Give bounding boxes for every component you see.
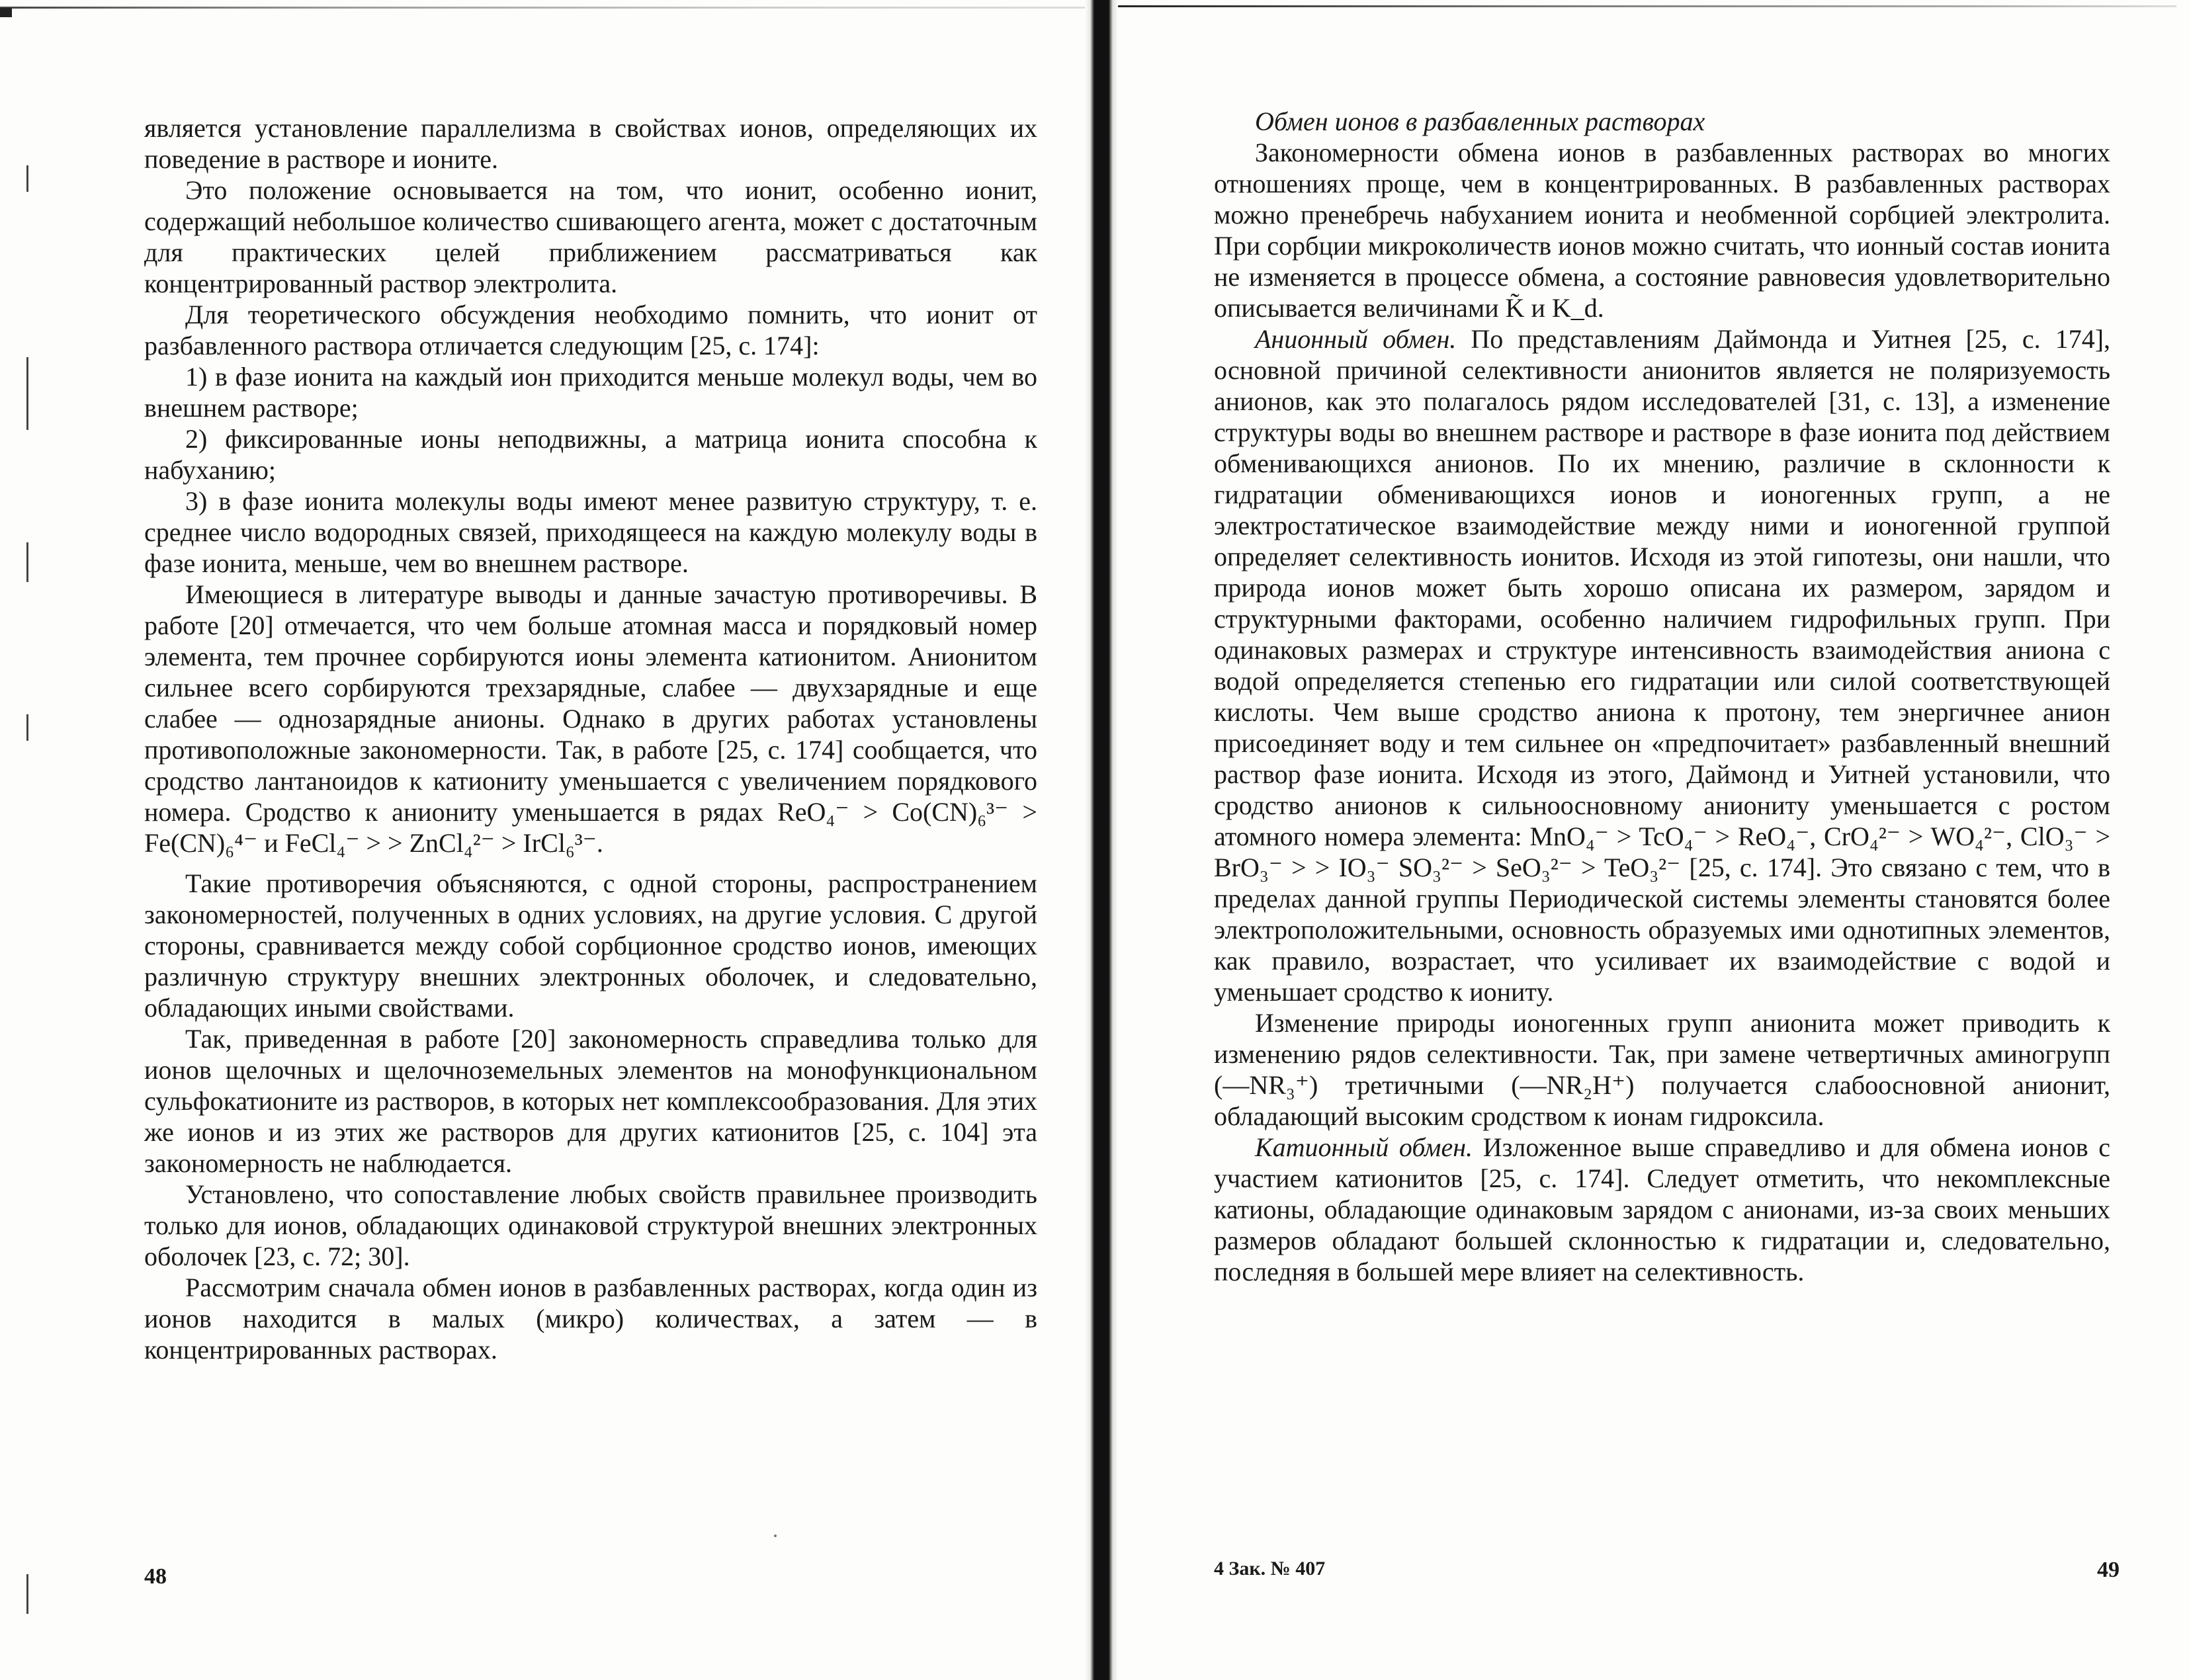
corner-mark — [0, 8, 12, 17]
paragraph: является установление параллелизма в свойствах ионов, определяющих их поведение в растворе и ионите. — [144, 113, 1037, 174]
paragraph-body: По представлениям Даймонда и Уитнея [25, с. 174], основной причиной селективности анионитов является не поляризуемость анионов, как это полагалось рядом исследователей [31, с. 13], а изменение структуры воды во внешнем растворе и растворе в фазе ионита под действием обменивающихся анионов. По их мнению, различие в склонности к гидратации обменивающихся ионов и ионогенных групп, а не электростатическое взаимодействие между ними и ионогенной группой определяет селективность ионитов. Исходя из этой гипотезы, они нашли, что природа ионов может быть хорошо описана их размером, зарядом и структурными факторами, особенно наличием гидрофильных групп. При одинаковых размерах и структуре интенсивность взаимодействия аниона с водой определяется степенью его гидратации или силой соответствующей кислоты. Чем выше сродство аниона к протону, тем энергичнее анион присоединяет воду и тем сильнее он «предпочитает» разбавленный внешний раствор фазе ионита. Исходя из этого, Даймонд и Уитней установили, что сродство анионов к сильноосновному аниониту уменьшается с ростом атомного номера элемента: MnO₄⁻ > TcO₄⁻ > ReO₄⁻, CrO₄²⁻ > WO₄²⁻, ClO₃⁻ > BrO₃⁻ > > IO₃⁻ SO₃²⁻ > SeO₃²⁻ > TeO₃²⁻ [25, с. 174]. Это связано с тем, что в пределах данной группы Периодической системы элементы становятся более электроположительными, основность образуемых ими однотипных элементов, как правило, возрастает, что усиливает их взаимодействие с водой и уменьшает сродство к иониту. — [1214, 324, 2111, 1007]
paragraph: Это положение основывается на том, что ионит, особенно ионит, содержащий небольшое количество сшивающего агента, может с достаточным для практических целей приближением рассматриваться как концентрированный раствор электролита. — [144, 175, 1037, 298]
paragraph: Изменение природы ионогенных групп анионита может приводить к изменению рядов селективности. Так, при замене четвертичных аминогрупп (—NR₃⁺) третичными (—NR₂H⁺) получается слабоосновной анионит, обладающий высоким сродством к ионам гидроксила. — [1214, 1008, 2110, 1131]
list-item: 1) в фазе ионита на каждый ион приходится меньше молекул воды, чем во внешнем растворе; — [144, 362, 1037, 423]
run-in-heading: Катионный обмен. — [1255, 1132, 1473, 1162]
top-edge-line — [0, 7, 1085, 9]
list-item: 2) фиксированные ионы неподвижны, а матрица ионита способна к набуханию; — [144, 424, 1037, 485]
paragraph: Закономерности обмена ионов в разбавленных растворах во многих отношениях проще, чем в концентрированных. В разбавленных растворах можно пренебречь набуханием ионита и необменной сорбцией электролита. При сорбции микроколичеств ионов можно считать, что ионный состав ионита не изменяется в процессе обмена, а состояние равновесия удовлетворительно описывается величинами K̃ и K_d. — [1214, 138, 2110, 323]
paragraph — [1214, 1132, 2110, 1287]
page-number: 49 — [2097, 1558, 2120, 1582]
book-gutter — [1085, 0, 1118, 1680]
right-text-column — [1214, 106, 2110, 1287]
paragraph: Такие противоречия объясняются, с одной стороны, распространением закономерностей, полученных в одних условиях, на другие условия. С другой стороны, сравнивается между собой сорбционное сродство ионов, имеющих различную структуру внешних электронных оболочек, и следовательно, обладающих иными свойствами. — [144, 868, 1037, 1023]
margin-tick — [26, 357, 28, 430]
paragraph: Для теоретического обсуждения необходимо помнить, что ионит от разбавленного раствора отличается следующим [25, с. 174]: — [144, 300, 1037, 360]
left-text-column — [144, 112, 1037, 1365]
paragraph: Рассмотрим сначала обмен ионов в разбавленных растворах, когда один из ионов находится в малых (микро) количествах, а затем — в концентрированных растворах. — [144, 1273, 1037, 1365]
margin-tick — [26, 165, 28, 192]
left-page — [0, 0, 1085, 1680]
paragraph: Имеющиеся в литературе выводы и данные зачастую противоречивы. В работе [20] отмечается, что чем больше атомная масса и порядковый номер элемента, тем прочнее сорбируются ионы элемента катионитом. Анионитом сильнее всего сорбируются трехзарядные, слабее — двухзарядные и еще слабее — однозарядные анионы. Однако в других работах установлены противоположные закономерности. Так, в работе [25, с. 174] сообщается, что сродство лантаноидов к катиониту уменьшается с увеличением порядкового номера. Сродство к аниониту уменьшается в рядах ReO₄⁻ > Co(CN)₆³⁻ > Fe(CN)₆⁴⁻ и FeCl₄⁻ > > ZnCl₄²⁻ > IrCl₆³⁻. — [144, 579, 1037, 858]
right-page — [1118, 0, 2189, 1680]
margin-tick — [26, 1574, 28, 1614]
run-in-heading: Анионный обмен. — [1255, 324, 1457, 354]
paragraph: Установлено, что сопоставление любых свойств правильнее производить только для ионов, обладающих одинаковой структурой внешних электронных оболочек [23, с. 72; 30]. — [144, 1179, 1037, 1271]
paragraph — [1214, 323, 2110, 1007]
page-number: 48 — [144, 1564, 167, 1589]
section-heading: Обмен ионов в разбавленных растворах — [1255, 106, 1705, 136]
margin-tick — [26, 542, 28, 582]
list-item: 3) в фазе ионита молекулы воды имеют менее развитую структуру, т. е. среднее число водородных связей, приходящееся на каждую молекулу воды в фазе ионита, меньше, чем во внешнем растворе. — [144, 486, 1037, 578]
margin-tick — [26, 714, 28, 741]
print-speck — [774, 1534, 777, 1537]
top-edge-line — [1118, 5, 2176, 7]
paragraph-body: Изложенное выше справедливо и для обмена ионов с участием катионитов [25, с. 174]. Следует отметить, что некомплексные катионы, обладающие одинаковым зарядом с анионами, из-за своих меньших размеров обладают большей склонностью к гидратации и, следовательно, последняя в большей мере влияет на селективность. — [1214, 1132, 2110, 1286]
printer-signature: 4 Зак. № 407 — [1214, 1558, 1326, 1579]
paragraph: Так, приведенная в работе [20] закономерность справедлива только для ионов щелочных и щелочноземельных элементов на монофункциональном сульфокатионите из растворов, в которых нет комплексообразования. Для этих же ионов и из этих же растворов для других катионитов [25, с. 104] эта закономерность не наблюдается. — [144, 1024, 1037, 1178]
